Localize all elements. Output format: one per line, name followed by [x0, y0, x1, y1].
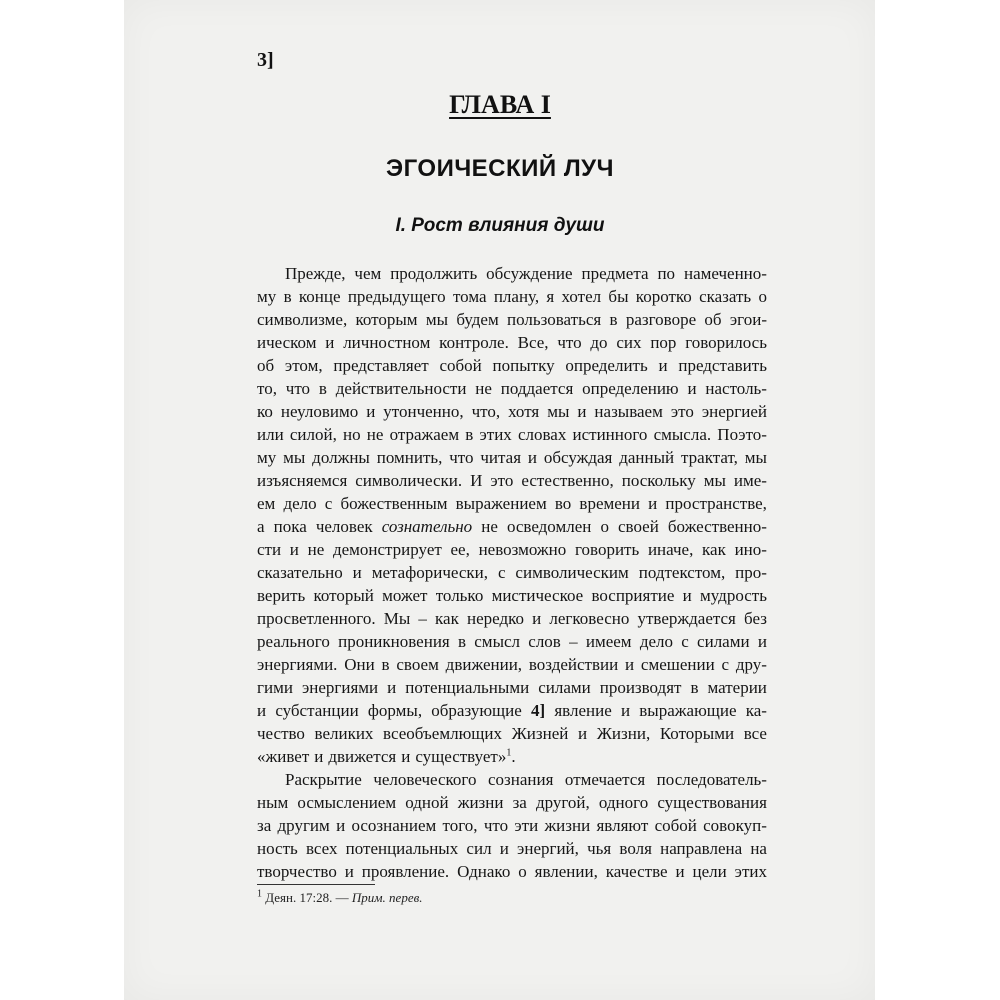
body-line: сказательно и метафорически, с символическим подтекстом, про- [257, 563, 767, 582]
footnote-divider [257, 884, 375, 885]
body-line: ность всех потенциальных сил и энергий, чья воля направлена на [257, 839, 767, 858]
footnote [257, 890, 422, 906]
body-line: Прежде, чем продолжить обсуждение предмета по намеченно- [285, 264, 767, 283]
body-line: чество великих всеобъемлющих Жизней и Жизни, Которыми все [257, 724, 767, 743]
body-line: изъясняемся символически. И это естественно, поскольку мы име- [257, 471, 767, 490]
body-line: или силой, но не отражаем в этих словах истинного смысла. Поэто- [257, 425, 767, 444]
body-line: верить который может только мистическое восприятие и мудрость [257, 586, 767, 605]
body-line: ным осмыслением одной жизни за другой, одного существования [257, 793, 767, 812]
footnote-text: Деян. 17:28. — [265, 890, 349, 905]
body-line: сти и не демонстрирует ее, невозможно говорить иначе, как ино- [257, 540, 767, 559]
body-line: то, что в действительности не поддается определению и настоль- [257, 379, 767, 398]
body-line: а пока человек сознательно не осведомлен о своей божественно- [257, 517, 767, 536]
body-line: энергиями. Они в своем движении, воздействии и смешении с дру- [257, 655, 767, 674]
body-line: «живет и движется и существует»$^1$. [257, 747, 516, 766]
footnote-marker: 1 [257, 888, 262, 900]
body-line: символизме, которым мы будем пользоваться в разговоре об эгои- [257, 310, 767, 329]
body-text [257, 262, 767, 883]
chapter-heading: ГЛАВА I [449, 90, 551, 119]
body-line: за другим и осознанием того, что эти жизни являют собой совокуп- [257, 816, 767, 835]
chapter-title: ЭГОИЧЕСКИЙ ЛУЧ [386, 155, 614, 182]
body-line: ическом и личностном контроле. Все, что до сих пор говорилось [257, 333, 767, 352]
body-line: му в конце предыдущего тома плану, я хотел бы коротко сказать о [257, 287, 767, 306]
body-line: об этом, представляет собой попытку определить и представить [257, 356, 767, 375]
section-subtitle: I. Рост влияния души [395, 215, 605, 236]
body-line: реального проникновения в смысл слов – имеем дело с силами и [257, 632, 767, 651]
body-line: творчество и проявление. Однако о явлении, качестве и цели этих [257, 862, 767, 881]
footnote-note: Прим. перев. [351, 890, 423, 905]
body-line: ко неуловимо и утонченно, что, хотя мы и называем это энергией [257, 402, 767, 421]
body-line: му мы должны помнить, что читая и обсуждая данный трактат, мы [257, 448, 767, 467]
body-line: и субстанции формы, образующие 4] явление и выражающие ка- [257, 701, 767, 720]
body-line: Раскрытие человеческого сознания отмечается последователь- [285, 770, 767, 789]
body-line: просветленного. Мы – как нередко и легковесно утверждается без [257, 609, 767, 628]
body-line: гими энергиями и потенциальными силами производят в материи [257, 678, 767, 697]
page-number: 3] [257, 49, 274, 71]
body-line: ем дело с божественным выражением во времени и пространстве, [257, 494, 767, 513]
